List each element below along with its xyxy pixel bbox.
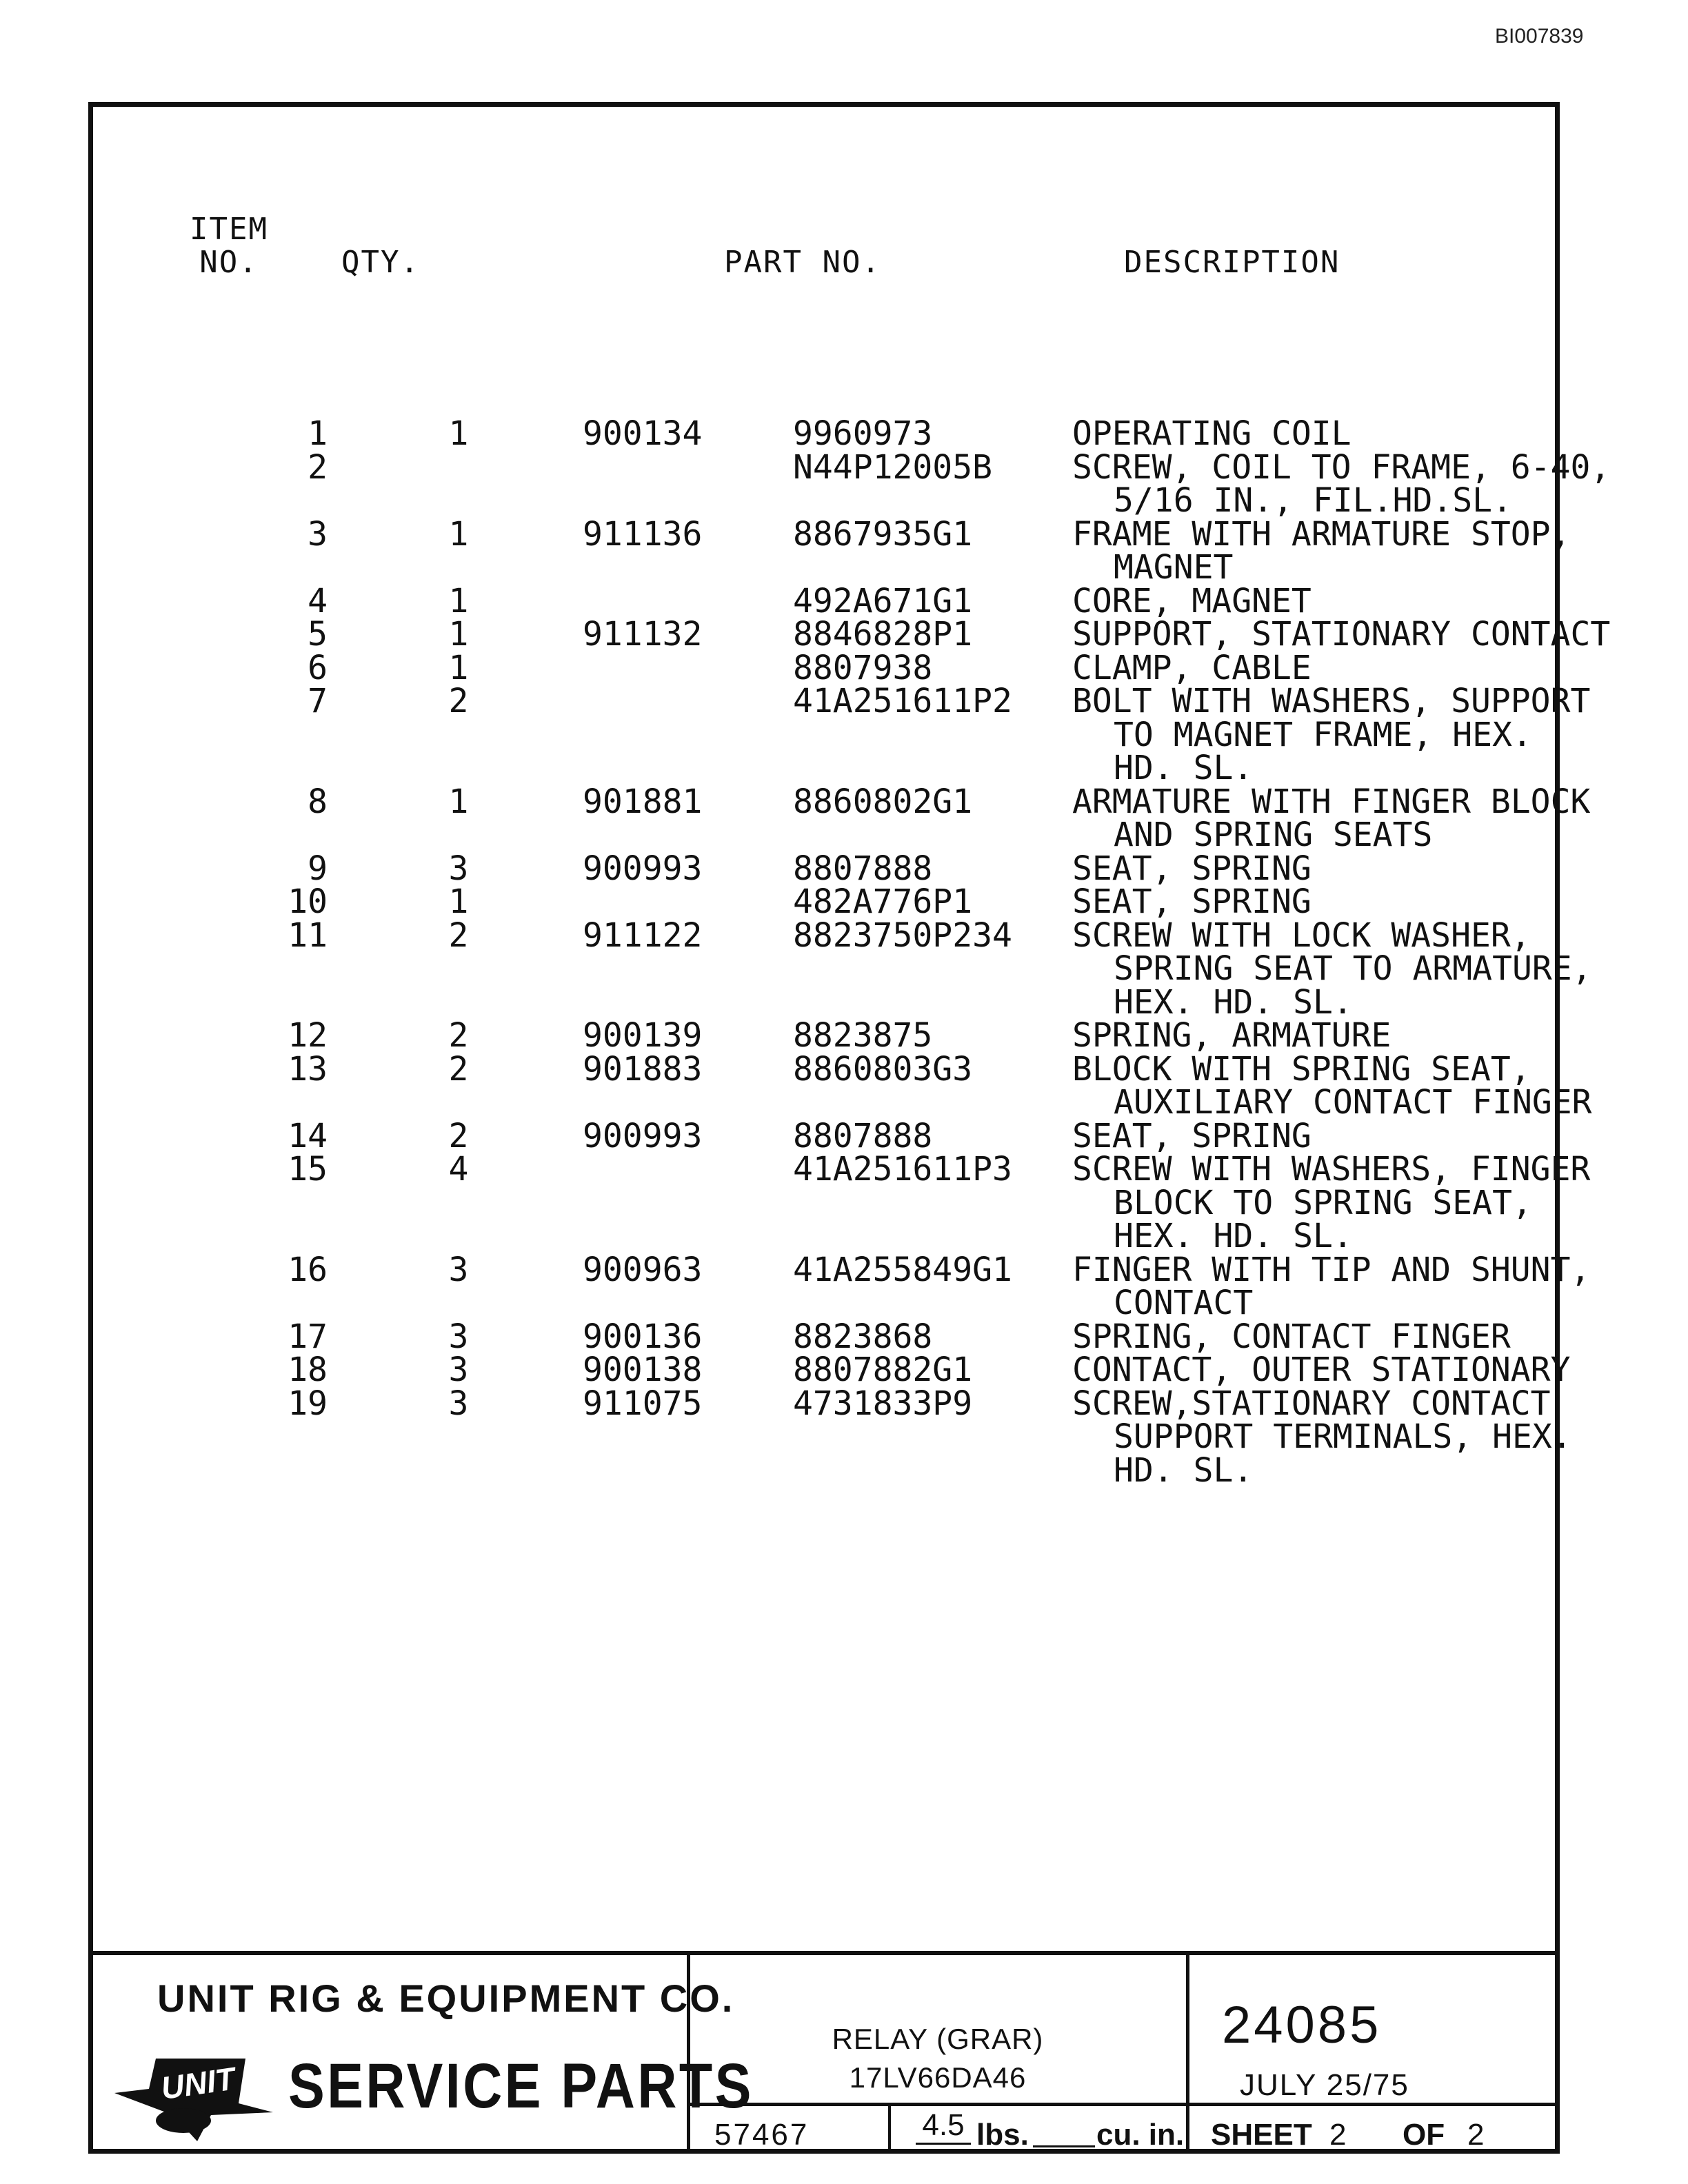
item-number: 16 bbox=[288, 1250, 328, 1289]
item-reference: 911122 bbox=[583, 916, 703, 955]
header-item bbox=[190, 213, 268, 279]
description-line: SEAT, SPRING bbox=[1072, 1116, 1312, 1155]
item-qty: 3 bbox=[448, 1384, 469, 1423]
volume-unit: cu. in. bbox=[1096, 2118, 1185, 2152]
item-qty: 1 bbox=[448, 882, 469, 921]
description-line: HEX. HD. SL. bbox=[1114, 1217, 1353, 1255]
item-reference: 901883 bbox=[583, 1049, 703, 1089]
title-block bbox=[88, 1951, 1560, 2154]
description-line: HD. SL. bbox=[1114, 1450, 1254, 1490]
description-line: SCREW WITH WASHERS, FINGER bbox=[1072, 1150, 1591, 1189]
reference-number: 57467 bbox=[714, 2118, 810, 2152]
item-description bbox=[1072, 615, 1611, 654]
item-number: 5 bbox=[308, 615, 328, 654]
item-part-number: 8823750P234 bbox=[793, 916, 1012, 955]
description-line: ARMATURE WITH FINGER BLOCK bbox=[1072, 782, 1591, 821]
item-part-number: 8823868 bbox=[793, 1317, 933, 1356]
parts-list-frame bbox=[88, 102, 1611, 2154]
logo-text: UNIT RIG bbox=[159, 2051, 302, 2107]
item-number: 9 bbox=[308, 849, 328, 888]
item-reference: 911132 bbox=[583, 615, 703, 654]
item-qty: 1 bbox=[448, 514, 469, 554]
item-description bbox=[1072, 1116, 1312, 1155]
item-part-number: 8807938 bbox=[793, 648, 933, 687]
item-part-number: 41A251611P3 bbox=[793, 1150, 1012, 1189]
description-line: CLAMP, CABLE bbox=[1072, 648, 1312, 687]
item-part-number: 482A776P1 bbox=[793, 882, 973, 921]
description-line: SPRING SEAT TO ARMATURE, bbox=[1114, 949, 1592, 988]
parts-table bbox=[93, 414, 1611, 1490]
item-qty: 3 bbox=[448, 1317, 469, 1356]
item-description bbox=[1072, 1384, 1572, 1490]
item-qty: 2 bbox=[448, 916, 469, 955]
table-row bbox=[93, 447, 1611, 520]
table-row bbox=[93, 514, 1571, 587]
item-number: 2 bbox=[308, 447, 328, 487]
item-qty: 3 bbox=[448, 1250, 469, 1289]
description-line: BLOCK TO SPRING SEAT, bbox=[1114, 1183, 1532, 1222]
item-number: 4 bbox=[308, 581, 328, 620]
item-description bbox=[1072, 1016, 1391, 1055]
description-line: CONTACT bbox=[1114, 1284, 1254, 1322]
item-description bbox=[1072, 1250, 1591, 1322]
item-qty: 4 bbox=[448, 1150, 469, 1189]
item-qty: 2 bbox=[448, 1116, 469, 1155]
table-row bbox=[93, 1317, 1555, 1356]
table-row bbox=[93, 1150, 1591, 1255]
description-line: 5/16 IN., FIL.HD.SL. bbox=[1114, 481, 1512, 520]
item-part-number: N44P12005B bbox=[793, 447, 992, 487]
description-line: HEX. HD. SL. bbox=[1114, 982, 1353, 1022]
description-line: BLOCK WITH SPRING SEAT, bbox=[1072, 1049, 1531, 1089]
item-reference: 900993 bbox=[583, 1116, 703, 1155]
item-reference: 900993 bbox=[583, 849, 703, 888]
item-qty: 2 bbox=[448, 1016, 469, 1055]
item-description bbox=[1072, 849, 1312, 888]
header-part-no: PART NO. bbox=[724, 245, 881, 280]
description-line: SCREW, COIL TO FRAME, 6-40, bbox=[1072, 447, 1611, 487]
item-number: 19 bbox=[288, 1384, 328, 1423]
item-description bbox=[1072, 1353, 1570, 1387]
item-number: 17 bbox=[288, 1317, 328, 1356]
description-line: FRAME WITH ARMATURE STOP, bbox=[1072, 514, 1571, 554]
part-name: RELAY (GRAR) bbox=[832, 2023, 1044, 2055]
item-description bbox=[1072, 1317, 1511, 1356]
item-description bbox=[1072, 648, 1312, 687]
item-part-number: 8846828P1 bbox=[793, 615, 973, 654]
description-line: OPERATING COIL bbox=[1072, 414, 1352, 453]
item-part-number: 8807888 bbox=[793, 1116, 933, 1155]
item-description bbox=[1072, 782, 1591, 854]
item-qty: 1 bbox=[448, 581, 469, 620]
description-line: AND SPRING SEATS bbox=[1114, 816, 1433, 854]
description-line: CONTACT, OUTER STATIONARY bbox=[1072, 1351, 1571, 1389]
item-part-number: 41A255849G1 bbox=[793, 1250, 1012, 1289]
model-number: 17LV66DA46 bbox=[849, 2061, 1027, 2094]
item-number: 12 bbox=[288, 1016, 328, 1055]
table-row bbox=[93, 648, 1555, 687]
item-reference: 901881 bbox=[583, 782, 703, 821]
weight-value: 4.5 bbox=[916, 2108, 971, 2145]
table-row bbox=[93, 1016, 1555, 1055]
item-qty: 3 bbox=[448, 1351, 469, 1389]
table-row bbox=[93, 882, 1555, 921]
item-number: 14 bbox=[288, 1116, 328, 1155]
item-reference: 911075 bbox=[583, 1384, 703, 1423]
item-reference: 900136 bbox=[583, 1317, 703, 1356]
item-part-number: 4731833P9 bbox=[793, 1384, 973, 1423]
header-item-line1: ITEM bbox=[190, 212, 268, 247]
item-part-number: 8807888 bbox=[793, 849, 933, 888]
table-row bbox=[93, 1384, 1572, 1490]
of-label: OF bbox=[1403, 2118, 1445, 2152]
item-description bbox=[1072, 882, 1312, 921]
description-line: SCREW,STATIONARY CONTACT bbox=[1072, 1384, 1551, 1423]
unit-rig-logo bbox=[108, 2031, 302, 2148]
description-line: TO MAGNET FRAME, HEX. bbox=[1114, 715, 1532, 754]
description-line: BOLT WITH WASHERS, SUPPORT bbox=[1072, 682, 1591, 720]
table-row bbox=[93, 782, 1591, 854]
description-line: SUPPORT, STATIONARY CONTACT bbox=[1072, 615, 1611, 654]
document-number: 24085 bbox=[1222, 1996, 1382, 2054]
company-name: UNIT RIG & EQUIPMENT CO. bbox=[157, 1976, 735, 2020]
item-description bbox=[1072, 514, 1571, 587]
description-line: SPRING, CONTACT FINGER bbox=[1072, 1317, 1511, 1356]
description-line: SPRING, ARMATURE bbox=[1072, 1016, 1391, 1055]
sheet-number: 2 bbox=[1329, 2118, 1347, 2152]
description-line: SCREW WITH LOCK WASHER, bbox=[1072, 916, 1531, 955]
item-reference: 900138 bbox=[583, 1351, 703, 1389]
item-description bbox=[1072, 1049, 1592, 1122]
item-reference: 900134 bbox=[583, 414, 703, 453]
item-number: 6 bbox=[308, 648, 328, 687]
item-number: 8 bbox=[308, 782, 328, 821]
item-number: 18 bbox=[288, 1351, 328, 1389]
item-description bbox=[1072, 1150, 1591, 1255]
table-row bbox=[93, 581, 1555, 620]
sheet-total: 2 bbox=[1467, 2118, 1485, 2152]
item-number: 3 bbox=[308, 514, 328, 554]
description-line: SUPPORT TERMINALS, HEX. bbox=[1114, 1417, 1572, 1456]
table-row bbox=[93, 1049, 1592, 1122]
item-number: 10 bbox=[288, 882, 328, 921]
item-qty: 1 bbox=[448, 648, 469, 687]
item-qty: 3 bbox=[448, 849, 469, 888]
item-number: 15 bbox=[288, 1150, 328, 1189]
item-description bbox=[1072, 682, 1591, 787]
item-description bbox=[1072, 581, 1312, 620]
item-part-number: 41A251611P2 bbox=[793, 682, 1012, 720]
document-date: JULY 25/75 bbox=[1240, 2068, 1409, 2102]
item-qty: 1 bbox=[448, 414, 469, 453]
item-description bbox=[1072, 447, 1611, 520]
table-row bbox=[93, 849, 1555, 888]
service-parts-title: SERVICE PARTS bbox=[288, 2051, 754, 2121]
sheet-label: SHEET bbox=[1211, 2118, 1312, 2152]
item-part-number: 8860802G1 bbox=[793, 782, 973, 821]
description-line: MAGNET bbox=[1114, 548, 1234, 587]
item-reference: 900963 bbox=[583, 1250, 703, 1289]
description-line: SEAT, SPRING bbox=[1072, 882, 1312, 921]
table-row bbox=[93, 916, 1592, 1022]
item-qty: 1 bbox=[448, 782, 469, 821]
item-number: 13 bbox=[288, 1049, 328, 1089]
item-description bbox=[1072, 916, 1592, 1022]
header-item-line2: NO. bbox=[199, 245, 259, 280]
table-row bbox=[93, 682, 1591, 787]
header-qty: QTY. bbox=[341, 245, 420, 280]
item-part-number: 8867935G1 bbox=[793, 514, 973, 554]
table-row bbox=[93, 1250, 1591, 1322]
item-number: 1 bbox=[308, 414, 328, 453]
document-id: BI007839 bbox=[1495, 25, 1584, 48]
item-part-number: 9960973 bbox=[793, 414, 933, 453]
item-reference: 911136 bbox=[583, 514, 703, 554]
item-qty: 1 bbox=[448, 615, 469, 654]
table-row bbox=[93, 1116, 1555, 1155]
description-line: AUXILIARY CONTACT FINGER bbox=[1114, 1083, 1592, 1122]
item-part-number: 492A671G1 bbox=[793, 581, 973, 620]
table-row bbox=[93, 414, 1555, 453]
table-row bbox=[93, 1351, 1571, 1389]
description-line: HD. SL. bbox=[1114, 749, 1254, 787]
item-qty: 2 bbox=[448, 682, 469, 720]
item-number: 7 bbox=[308, 682, 328, 720]
description-line: FINGER WITH TIP AND SHUNT, bbox=[1072, 1250, 1591, 1289]
weight-unit: lbs. bbox=[976, 2118, 1029, 2152]
item-reference: 900139 bbox=[583, 1016, 703, 1055]
description-line: CORE, MAGNET bbox=[1072, 581, 1312, 620]
item-part-number: 8823875 bbox=[793, 1016, 933, 1055]
table-row bbox=[93, 615, 1611, 654]
item-part-number: 8807882G1 bbox=[793, 1351, 973, 1389]
item-qty: 2 bbox=[448, 1049, 469, 1089]
header-description: DESCRIPTION bbox=[1124, 245, 1340, 280]
item-description bbox=[1072, 414, 1352, 453]
item-part-number: 8860803G3 bbox=[793, 1049, 973, 1089]
item-number: 11 bbox=[288, 916, 328, 955]
description-line: SEAT, SPRING bbox=[1072, 849, 1312, 888]
